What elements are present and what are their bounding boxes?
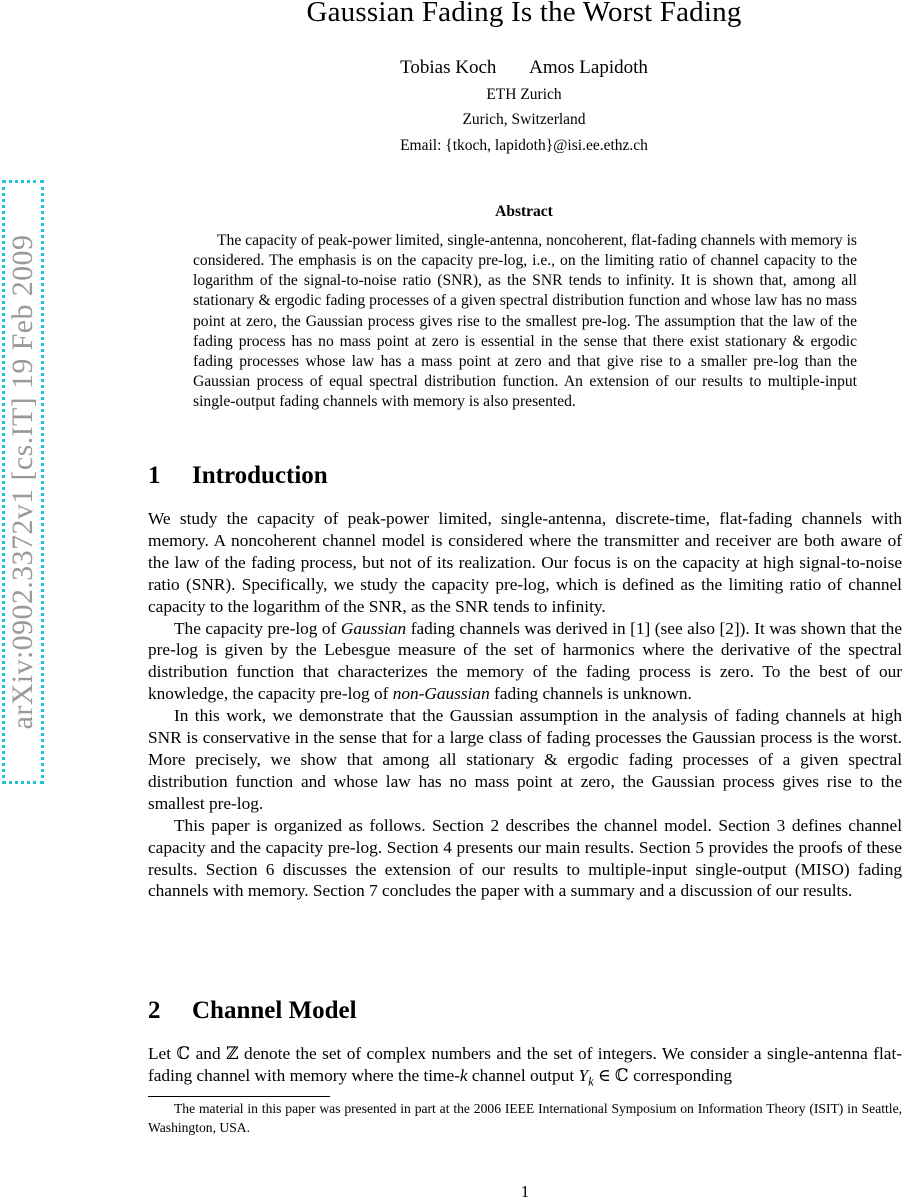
text-run: k	[588, 1074, 594, 1089]
paragraph	[148, 508, 902, 618]
paragraph	[148, 705, 902, 815]
section-title: Introduction	[192, 462, 328, 489]
section-title: Channel Model	[192, 997, 357, 1024]
text-run: Gaussian	[340, 618, 407, 638]
text-run: fading channels is unknown.	[489, 684, 692, 704]
section-body-introduction	[148, 508, 902, 902]
text-run: In this work, we demonstrate that the Gaussian assumption in the analysis of fading channels at high SNR is conservative in the sense that for a large class of fading processes the Gaussian process is the worst. More precisely, we show that among all stationary & ergodic fading processes of a given spectral distribution function and whose law has no mass point at zero, the Gaussian process gives rise to the smallest pre-log.	[148, 706, 902, 813]
text-run: k	[459, 1065, 468, 1085]
text-run: Y	[578, 1065, 589, 1085]
text-run: fading channels was derived in [1] (see also [2]). It was shown that the pre-log is given by the Lebesgue measure of the set of harmonics where the derivative of the spectral distribution function that characterizes the memory of the fading process is zero. To the best of our knowledge, the capacity pre-log of	[148, 618, 902, 704]
text-run: We study the capacity of peak-power limited, single-antenna, discrete-time, flat-fading channels with memory. A noncoherent channel model is considered where the transmitter and receiver are both aware of the law of the fading process, but not of its realization. Our focus is on the capacity at high signal-to-noise ratio (SNR). Specifically, we study the capacity pre-log, which is defined as the limiting ratio of channel capacity to the logarithm of the SNR, as the SNR tends to infinity.	[148, 509, 902, 616]
text-run: The capacity pre-log of	[174, 618, 341, 638]
abstract-text: The capacity of peak-power limited, single-antenna, noncoherent, flat-fading channels with memory is considered. The emphasis is on the capacity pre-log, i.e., on the limiting ratio of channel capacity to the logarithm of the signal-to-noise ratio (SNR), as the SNR tends to infinity. It is shown that, among all stationary & ergodic fading processes of a given spectral distribution function and whose law has no mass point at zero, the Gaussian process gives rise to the smallest pre-log. The assumption that the law of the fading process has no mass point at zero is essential in the sense that there exist stationary & ergodic fading processes whose law has a mass point at zero and that give rise to a smaller pre-log than the Gaussian process of equal spectral distribution function. An extension of our results to multiple-input single-output fading channels with memory is also presented.	[193, 232, 857, 411]
text-run: channel output	[467, 1065, 579, 1085]
text-run: This paper is organized as follows. Section 2 describes the channel model. Section 3 defines channel capacity and the capacity pre-log. Section 4 presents our main results. Section 5 provides the proofs of these results. Section 6 discusses the extension of our results to multiple-input single-output (MISO) fading channels with memory. Section 7 concludes the paper with a summary and a discussion of our results.	[148, 815, 902, 901]
footnote-rule	[148, 1096, 330, 1097]
affiliation-institution: ETH Zurich	[486, 86, 562, 103]
author-name: Tobias Koch	[400, 57, 497, 78]
affiliation-location: Zurich, Switzerland	[462, 111, 586, 128]
arxiv-stamp	[2, 180, 44, 784]
paragraph	[148, 815, 902, 903]
section-number: 2	[148, 997, 161, 1024]
abstract-heading: Abstract	[495, 203, 553, 220]
paper-title: Gaussian Fading Is the Worst Fading	[306, 0, 742, 28]
paragraph	[148, 618, 902, 706]
text-run: ∈ ℂ corresponding	[593, 1065, 732, 1085]
arxiv-stamp-text: arXiv:0902.3372v1 [cs.IT] 19 Feb 2009	[6, 234, 39, 730]
affiliation-email: Email: {tkoch, lapidoth}@isi.ee.ethz.ch	[400, 137, 648, 154]
section-body-channel-model	[148, 1043, 902, 1093]
author-list	[0, 55, 902, 81]
text-run: Let ℂ and ℤ denote the set of complex numbers and the set of integers. We consider a single-antenna flat-fading channel with memory where the time-	[148, 1044, 902, 1085]
author-name: Amos Lapidoth	[529, 57, 648, 78]
page-number: 1	[520, 1182, 530, 1201]
paragraph	[148, 1043, 902, 1093]
footnote-text: The material in this paper was presented in part at the 2006 IEEE International Symposium on Information Theory (ISIT) in Seattle, Washington, USA.	[148, 1101, 902, 1135]
section-heading-channel-model	[148, 996, 357, 1026]
section-number: 1	[148, 462, 161, 489]
text-run: non-Gaussian	[392, 684, 490, 704]
section-heading-introduction	[148, 461, 328, 491]
